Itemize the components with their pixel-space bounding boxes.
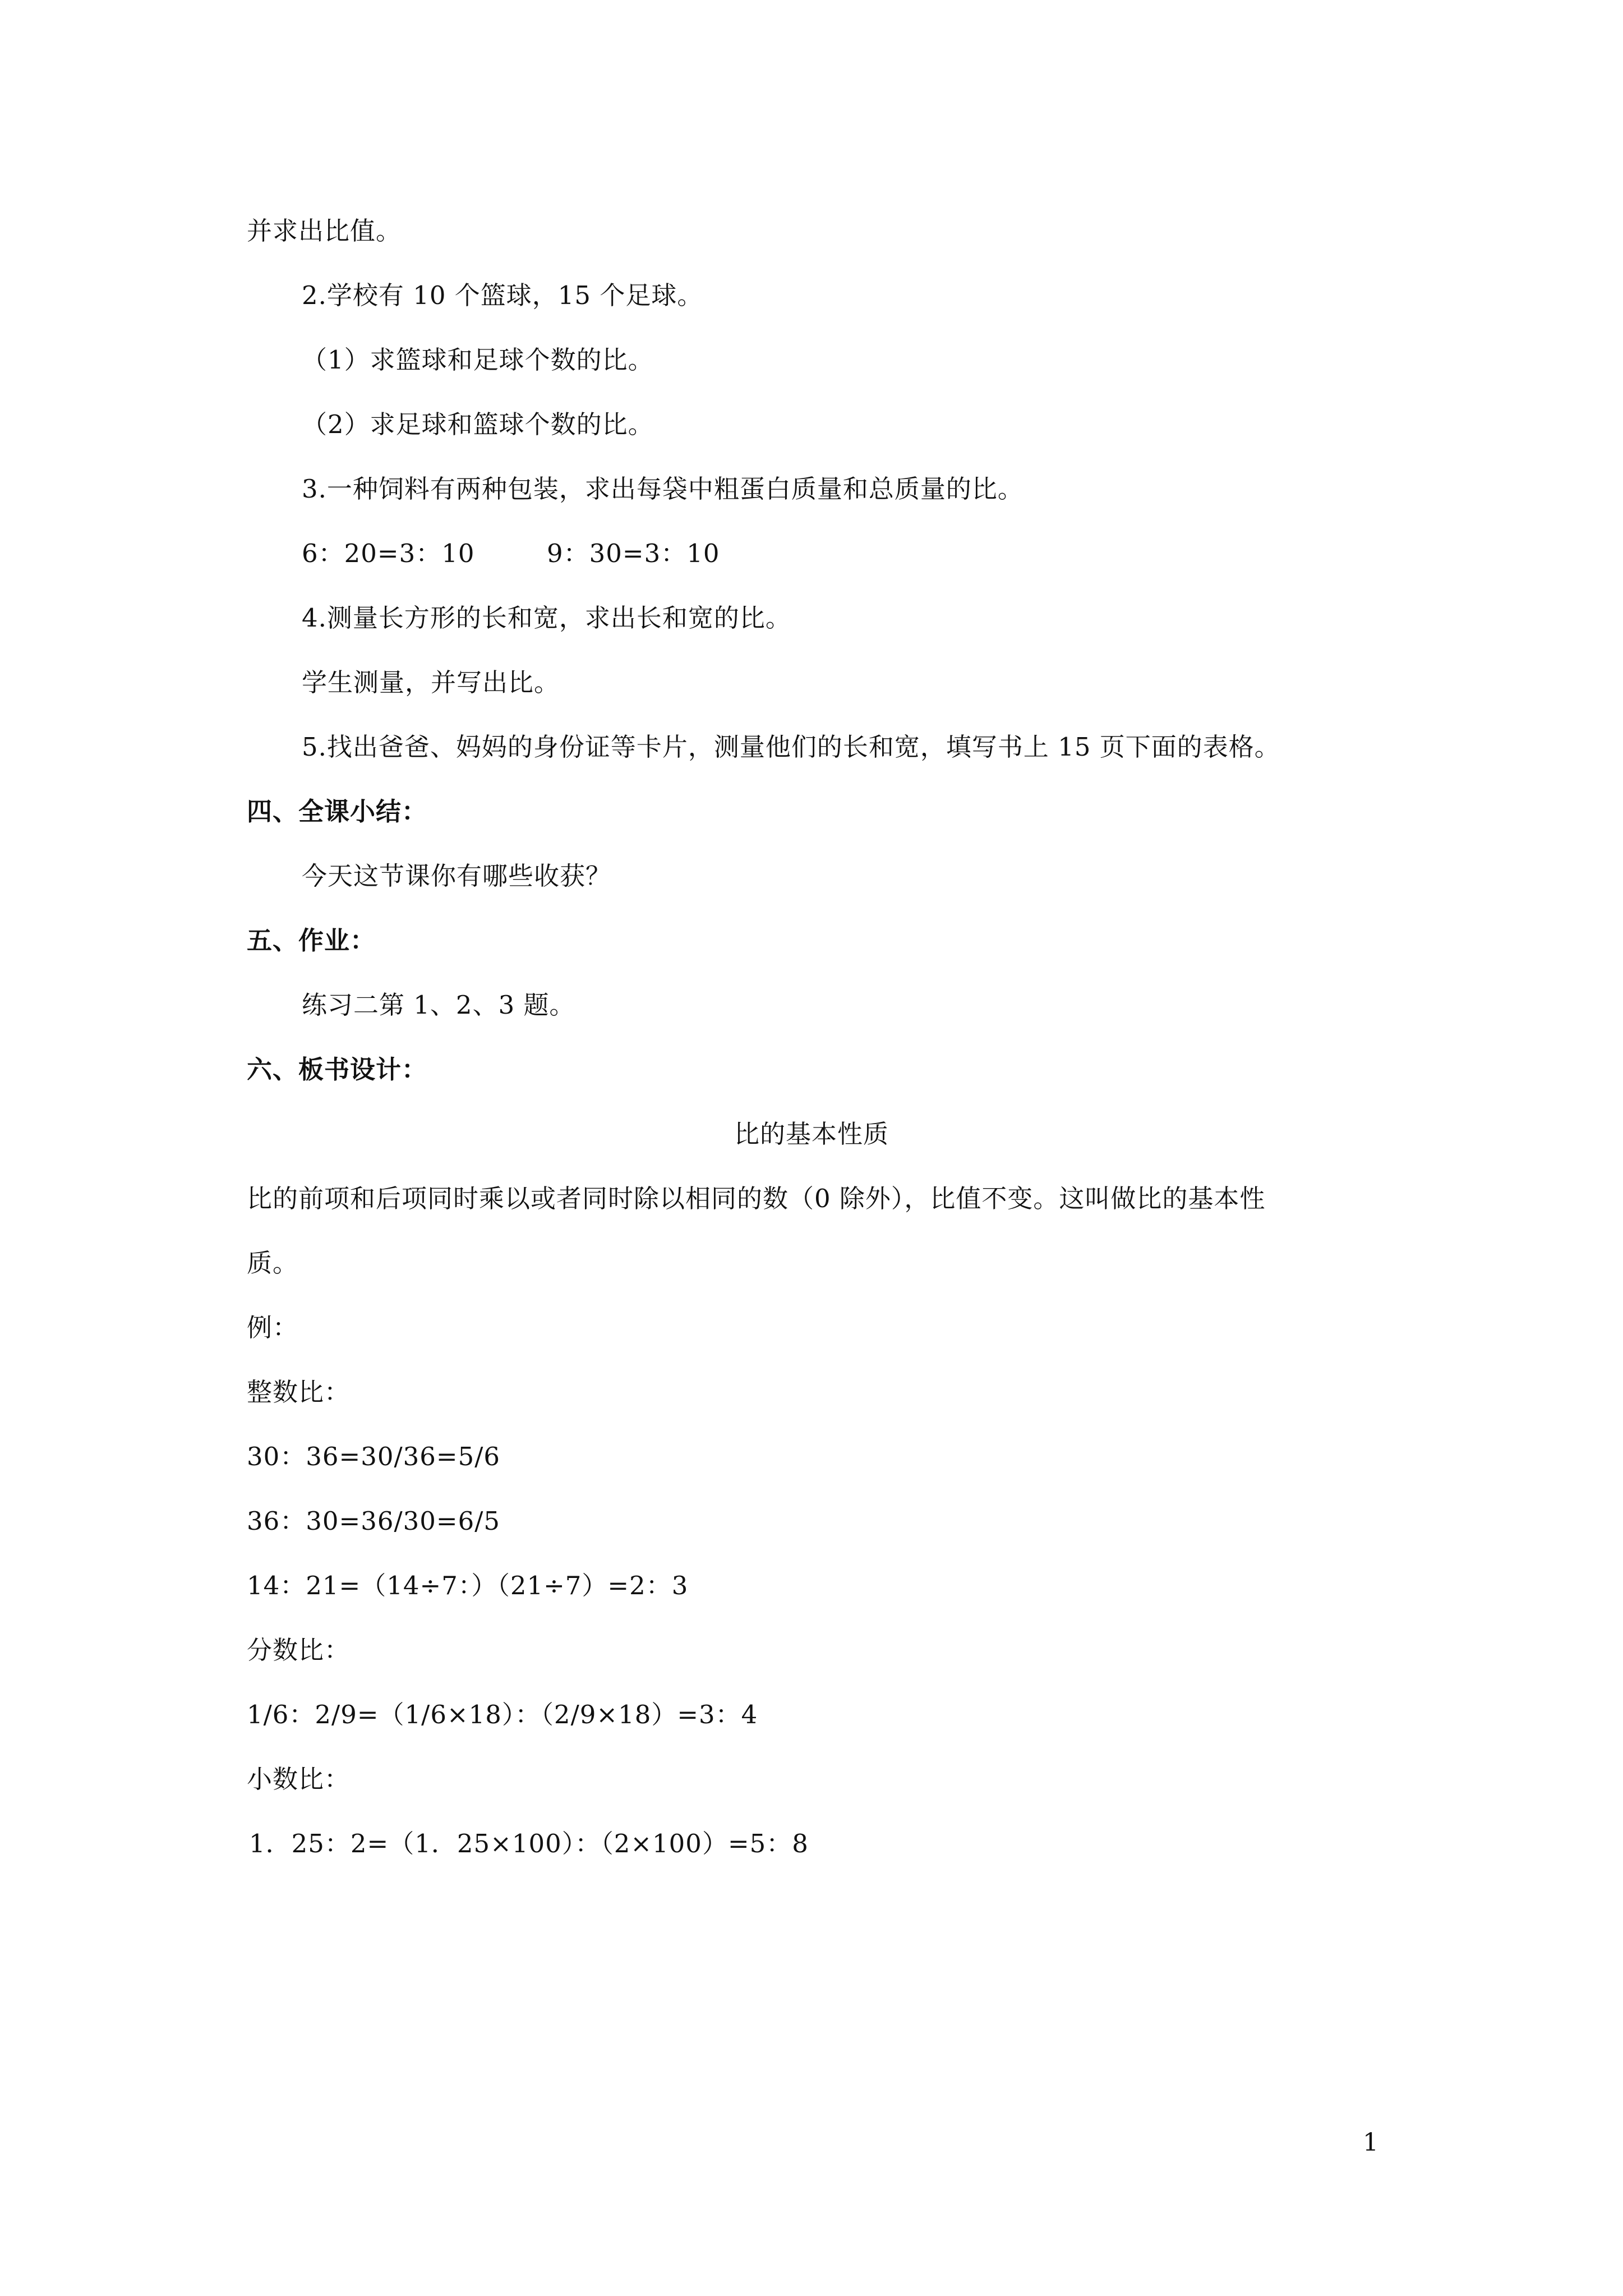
- integer-ratio-label: 整数比：: [247, 1377, 351, 1407]
- summary-heading: 四、全课小结：: [247, 797, 428, 826]
- decimal-ratio-example: 1．25：2=（1．25×100）：（2×100）=5：8: [249, 1829, 809, 1858]
- integer-ratio-example-3: 14：21=（14÷7：）（21÷7）=2：3: [247, 1571, 689, 1600]
- decimal-ratio-label: 小数比：: [247, 1764, 351, 1794]
- question-5: 5.找出爸爸、妈妈的身份证等卡片，测量他们的长和宽，填写书上 15 页下面的表格。: [302, 732, 1280, 762]
- question-2-part-1: （1）求篮球和足球个数的比。: [302, 345, 654, 375]
- board-design-heading: 六、板书设计：: [247, 1055, 428, 1084]
- fraction-ratio-label: 分数比：: [247, 1635, 351, 1665]
- question-2: 2.学校有 10 个篮球，15 个足球。: [302, 280, 703, 310]
- example-label: 例：: [247, 1313, 299, 1342]
- definition-line-1: 比的前项和后项同时乘以或者同时除以相同的数（0 除外），比值不变。这叫做比的基本性: [247, 1184, 1266, 1213]
- question-2-part-2: （2）求足球和篮球个数的比。: [302, 409, 654, 439]
- fraction-ratio-example: 1/6：2/9=（1/6×18）：（2/9×18）=3：4: [247, 1700, 758, 1729]
- question-3: 3.一种饲料有两种包装，求出每袋中粗蛋白质量和总质量的比。: [302, 474, 1023, 504]
- page-number: 1: [1363, 2128, 1378, 2157]
- question-3-answer-2: 9：30=3：10: [547, 539, 720, 568]
- question-4: 4.测量长方形的长和宽，求出长和宽的比。: [302, 603, 791, 633]
- question-4-note: 学生测量，并写出比。: [302, 668, 560, 697]
- definition-line-2: 质。: [247, 1248, 299, 1278]
- question-3-answer-1: 6：20=3：10: [302, 539, 475, 568]
- homework-heading: 五、作业：: [247, 926, 376, 955]
- continuation-text: 并求出比值。: [247, 216, 402, 246]
- integer-ratio-example-2: 36：30=36/30=6/5: [247, 1506, 501, 1536]
- homework-text: 练习二第 1、2、3 题。: [302, 990, 575, 1020]
- integer-ratio-example-1: 30：36=30/36=5/6: [247, 1442, 501, 1471]
- board-title: 比的基本性质: [734, 1119, 889, 1149]
- summary-text: 今天这节课你有哪些收获？: [302, 861, 612, 891]
